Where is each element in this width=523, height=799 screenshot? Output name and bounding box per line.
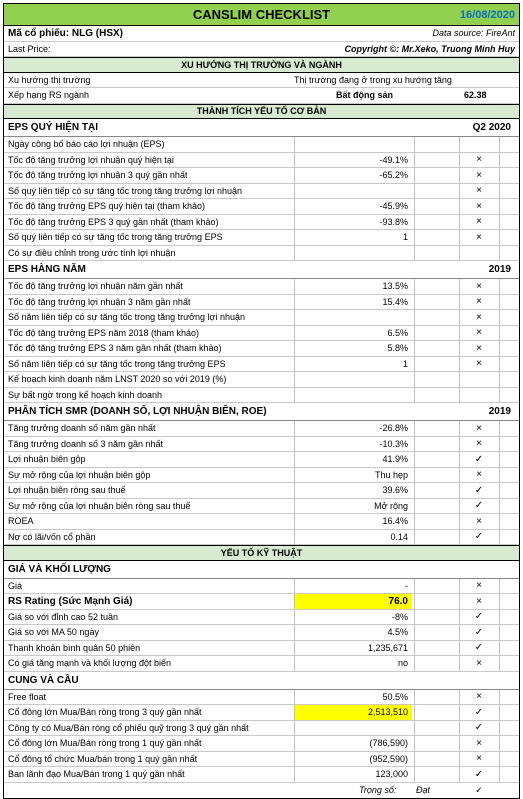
eps_y-label: Kế hoạch kinh doanh năm LNST 2020 so với 2019 (%) [8,374,227,385]
supply-status-icon: × [476,737,482,749]
supply-status-icon: ✓ [474,768,484,780]
supply-status-icon: ✓ [474,722,484,734]
price-row [4,579,519,595]
eps_y-value [295,310,412,325]
eps_y-value: 13.5% [382,281,408,292]
smr-status-icon: × [476,469,482,481]
price-header [4,561,519,579]
price-row [4,594,519,610]
weight-status-icon: ✓ [475,784,483,795]
smr-row [4,452,519,468]
market-trend-label: Xu hướng thị trường [8,74,91,85]
eps_y-status-icon: × [476,311,482,323]
price-status-icon: × [476,595,482,607]
eps_y-header [4,261,519,279]
canslim-sheet [3,3,520,799]
eps_q-label: Ngày công bố báo cáo lợi nhuận (EPS) [8,139,165,150]
eps_y-row [4,279,519,295]
eps_q-label: Số quý liên tiếp có sự tăng tốc trong tăng trưởng EPS [8,232,223,243]
eps_y-period: 2019 [488,264,511,275]
eps_q-status-icon: × [476,216,482,228]
eps_q-value: -49.1% [379,154,408,165]
supply-title: CUNG VÀ CẦU [8,674,79,686]
price-row [4,641,519,657]
supply-status-icon: × [476,691,482,703]
smr-status-icon: ✓ [474,531,484,543]
smr-value: 0.14 [390,531,408,542]
smr-header [4,403,519,421]
market-trend-row [4,73,519,89]
eps_y-label: Tốc độ tăng trưởng lợi nhuận năm gần nhất [8,281,183,292]
smr-row [4,514,519,530]
eps_q-status-icon: × [476,169,482,181]
eps_q-title: EPS QUÝ HIỆN TẠI [8,122,99,133]
supply-status-icon: × [476,753,482,765]
technical-band [4,545,519,561]
eps_y-status-icon: × [476,296,482,308]
smr-status-icon: × [476,515,482,527]
eps_y-status-icon [459,388,499,403]
eps_q-status-icon [459,137,499,152]
supply-row [4,752,519,768]
title-row [4,4,519,26]
price-value: no [397,658,408,669]
smr-status-icon: × [476,438,482,450]
smr-status-icon: × [476,422,482,434]
eps_q-label: Tốc độ tăng trưởng lợi nhuận 3 quý gần nhất [8,170,188,181]
price-status-icon: ✓ [474,611,484,623]
technical-band-title: YẾU TỐ KỸ THUẬT [220,547,303,558]
eps_q-label: Tốc độ tăng trưởng EPS 3 quý gần nhất (tham khảo) [8,216,219,227]
market-band-title: XU HƯỚNG THỊ TRƯỜNG VÀ NGÀNH [181,59,342,70]
eps_q-value: -45.9% [379,201,408,212]
smr-value: 39.6% [382,485,408,496]
price-value: -8% [391,611,408,622]
eps_q-value [295,246,412,261]
footer-row [4,783,519,799]
price-row [4,610,519,626]
price-status-icon: ✓ [474,642,484,654]
eps_q-status-icon: × [476,154,482,166]
price-row [4,42,519,58]
eps_y-row [4,326,519,342]
supply-row [4,690,519,706]
eps_q-row [4,184,519,200]
eps_y-status-icon: × [476,358,482,370]
price-label: Giá so với đỉnh cao 52 tuần [8,611,118,622]
eps_y-status-icon: × [476,280,482,292]
smr-value: Thu hẹp [374,469,408,480]
smr-value: -10.3% [379,438,408,449]
smr-label: Nợ có lãi/vốn cổ phần [8,531,96,542]
smr-row [4,483,519,499]
smr-status-icon: ✓ [474,500,484,512]
eps_y-value: 1 [402,358,408,369]
rs-sector-name: Bất động sản [336,90,394,101]
eps_y-label: Sự bất ngờ trong kế hoạch kinh doanh [8,389,163,400]
eps_q-value: 1 [402,232,408,243]
smr-value: Mở rộng [374,500,408,511]
supply-value [295,721,412,736]
eps_q-header [4,119,519,137]
eps_y-row [4,295,519,311]
weight-value: Đạt [416,785,431,796]
ticker-label: Mã cổ phiếu: NLG (HSX) [8,27,123,39]
eps_y-label: Tốc độ tăng trưởng lợi nhuận 3 năm gần nhất [8,296,191,307]
price-value: - [405,580,408,591]
smr-status-icon: ✓ [474,484,484,496]
price-label: Giá so với MA 50 ngày [8,627,99,638]
supply-header [4,672,519,690]
report-date: 16/08/2020 [459,8,515,21]
eps_y-row [4,341,519,357]
eps_y-value: 6.5% [387,327,408,338]
eps_q-status-icon: × [476,185,482,197]
supply-status-icon: ✓ [474,706,484,718]
eps_q-row [4,215,519,231]
fundamentals-band-title: THÀNH TÍCH YẾU TỐ CƠ BẢN [196,106,327,117]
eps_y-row [4,372,519,388]
supply-label: Cổ đông lớn Mua/Bán ròng trong 1 quý gần nhất [8,738,202,749]
smr-label: Sự mở rộng của lợi nhuận biên ròng sau thuế [8,500,191,511]
eps_q-value [295,137,412,152]
eps_y-value [295,372,412,387]
price-value: 1,235,671 [367,642,408,653]
eps_q-row [4,199,519,215]
supply-label: Ban lãnh đạo Mua/Bán trong 1 quý gần nhất [8,769,185,780]
eps_y-label: Tốc độ tăng trưởng EPS 3 năm gần nhất (tham khảo) [8,343,222,354]
eps_y-row [4,310,519,326]
smr-label: Sự mở rộng của lợi nhuận biên gộp [8,469,151,480]
eps_y-label: Số năm liên tiếp có sự tăng tốc trong tăng trưởng EPS [8,358,226,369]
price-title: GIÁ VÀ KHỐI LƯỢNG [8,563,111,575]
sheet-title: CANSLIM CHECKLIST [192,7,331,22]
eps_q-row [4,168,519,184]
eps_q-label: Số quý liên tiếp có sự tăng tốc trong tăng trưởng lợi nhuận [8,185,242,196]
market-trend-value: Thị trường đang ở trong xu hướng tăng [294,74,452,85]
price-row [4,625,519,641]
last-price-label: Last Price: [8,43,51,54]
supply-value: (952,590) [369,753,408,764]
price-value: 4.5% [387,627,408,638]
eps_q-row [4,246,519,262]
eps_y-status-icon [459,372,499,387]
supply-label: Công ty có Mua/Bán ròng cổ phiếu quỹ trong 3 quý gần nhất [8,722,249,733]
supply-row [4,767,519,783]
market-band [4,57,519,73]
price-row [4,656,519,672]
smr-value: 16.4% [382,516,408,527]
smr-row [4,468,519,484]
eps_q-label: Có sự điều chỉnh trong ước tính lợi nhuận [8,247,176,258]
price-label: Có giá tăng mạnh và khối lượng đột biến [8,658,172,669]
copyright: Copyright ©: Mr.Xeko, Truong Minh Huy [344,43,515,54]
supply-value: 2,513,510 [295,705,412,720]
eps_q-status-icon: × [476,200,482,212]
eps_q-label: Tốc độ tăng trưởng EPS quý hiện tại (tham khảo) [8,201,206,212]
smr-label: ROEA [8,516,34,527]
supply-row [4,736,519,752]
supply-label: Cổ đông lớn Mua/Bán ròng trong 3 quý gần nhất [8,707,202,718]
data-source: Data source: FireAnt [432,28,515,39]
eps_q-label: Tốc độ tăng trưởng lợi nhuận quý hiện tại [8,154,174,165]
price-label: Giá [8,580,23,591]
supply-row [4,705,519,721]
eps_q-value [295,184,412,199]
price-label: Thanh khoản bình quân 50 phiên [8,642,141,653]
price-status-icon: ✓ [474,626,484,638]
eps_y-value: 15.4% [382,296,408,307]
smr-row [4,437,519,453]
eps_y-value: 5.8% [387,343,408,354]
rs-sector-value: 62.38 [464,90,487,101]
supply-value: 123,000 [375,769,408,780]
eps_y-row [4,388,519,404]
smr-value: -26.8% [379,423,408,434]
smr-label: Lợi nhuận biên ròng sau thuế [8,485,126,496]
smr-period: 2019 [488,406,511,417]
eps_q-row [4,137,519,153]
smr-value: 41.9% [382,454,408,465]
eps_q-status-icon: × [476,231,482,243]
eps_q-row [4,153,519,169]
eps_q-value: -65.2% [379,170,408,181]
supply-value: (786,590) [369,738,408,749]
fundamentals-band [4,104,519,120]
price-status-icon: × [476,580,482,592]
eps_y-label: Tốc độ tăng trưởng EPS năm 2018 (tham khảo) [8,327,200,338]
eps_y-status-icon: × [476,327,482,339]
weight-label: Trọng số: [359,785,397,796]
eps_q-row [4,230,519,246]
eps_q-status-icon [459,246,499,261]
eps_y-title: EPS HÀNG NĂM [8,264,86,275]
ticker-row [4,26,519,42]
rs-sector-row [4,88,519,104]
smr-row [4,499,519,515]
supply-row [4,721,519,737]
price-label: RS Rating (Sức Mạnh Giá) [8,595,133,607]
smr-label: Lợi nhuận biên gộp [8,454,86,465]
smr-label: Tăng trưởng doanh số năm gần nhất [8,423,156,434]
smr-label: Tăng trưởng doanh số 3 năm gần nhất [8,438,164,449]
eps_y-value [295,388,412,403]
eps_y-label: Số năm liên tiếp có sự tăng tốc trong tăng trưởng lợi nhuận [8,312,245,323]
smr-status-icon: ✓ [474,453,484,465]
eps_y-status-icon: × [476,342,482,354]
supply-label: Free float [8,691,47,702]
price-status-icon: × [476,657,482,669]
price-value: 76.0 [295,594,412,609]
rs-sector-label: Xếp hạng RS ngành [8,90,90,101]
supply-label: Cổ đông tổ chức Mua/bán trong 1 quý gần nhất [8,753,198,764]
eps_y-row [4,357,519,373]
smr-title: PHÂN TÍCH SMR (DOANH SỐ, LỢI NHUẬN BIÊN, ROE) [8,406,267,417]
smr-row [4,421,519,437]
supply-value: 50.5% [382,691,408,702]
smr-row [4,530,519,546]
eps_q-period: Q2 2020 [472,122,511,133]
eps_q-value: -93.8% [379,216,408,227]
